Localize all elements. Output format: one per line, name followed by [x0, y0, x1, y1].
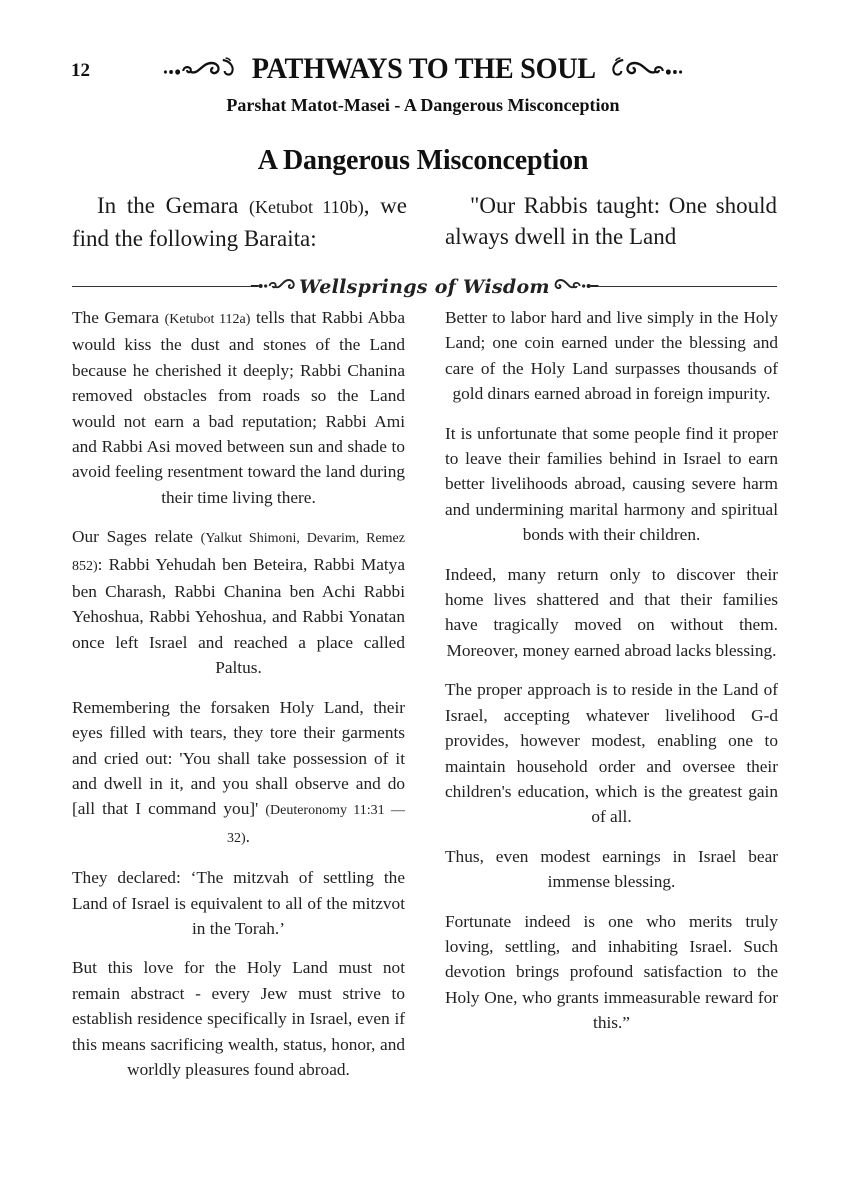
paragraph-text: Remembering the forsaken Holy Land, their eyes filled with tears, they tore their garments and cried out: 'You shall take possession of it and dwell in it, and you shall observe and do [all that I command you]'	[72, 697, 405, 819]
paragraph: Indeed, many return only to discover their home lives shattered and that their families have tragically moved on without them. Moreover, money earned abroad lacks blessing.	[445, 564, 778, 660]
paragraph	[72, 865, 405, 941]
paragraph: It is unfortunate that some people find it proper to leave their families behind in Israel to earn better livelihoods abroad, causing severe harm and undermining marital harmony and spiritual bonds with their children.	[445, 423, 778, 545]
source-citation: (Ketubot 110b)	[249, 197, 364, 217]
paragraph-text-continued: .	[245, 826, 250, 846]
divider-label-group	[250, 273, 599, 301]
divider-left-flourish-icon	[250, 276, 296, 299]
paragraph-text: Our Sages relate	[72, 527, 201, 547]
paragraph	[72, 695, 405, 851]
paragraph: Better to labor hard and live simply in the Holy Land; one coin earned under the blessing and care of the Holy Land surpasses thousands of gold dinars earned abroad in foreign impurity.	[445, 308, 778, 404]
running-header	[25, 50, 820, 88]
source-citation: (Ketubot 112a)	[164, 312, 251, 327]
intro-text: In the Gemara	[97, 193, 250, 218]
parsha-subtitle: Parshat Matot-Masei - A Dangerous Misconception	[226, 95, 620, 115]
paragraph	[72, 955, 405, 1082]
left-flourish-ornament-icon	[162, 57, 245, 79]
paragraph: Thus, even modest earnings in Israel bear immense blessing.	[445, 846, 778, 892]
paragraph-text: But this love for the Holy Land must not remain abstract - every Jew must strive to establish residence specifically in Israel, even if this means sacrificing wealth, status, honor, and worldly pleasures found abroad.	[72, 958, 405, 1079]
page-number: 12	[71, 60, 90, 81]
paragraph: Fortunate indeed is one who merits truly loving, settling, and inhabiting Israel. Such devotion brings profound satisfaction to the Holy One, who grants immeasurable reward for this.”	[445, 911, 778, 1033]
section-divider	[72, 273, 777, 301]
source-citation: (Yalkut Shimoni, Devarim, Remez 852)	[72, 531, 405, 574]
intro-text-continued: , we find the following Baraita:	[72, 193, 407, 251]
paragraph	[72, 305, 405, 510]
paragraph-text: The Gemara	[72, 308, 165, 327]
right-flourish-ornament-icon	[601, 57, 684, 79]
divider-label: Wellsprings of Wisdom	[299, 276, 550, 298]
paragraph: The proper approach is to reside in the Land of Israel, accepting whatever livelihood G-d provides, however modest, enabling one to maintain household order and oversee their children's education, which is the greatest gain of all.	[445, 680, 778, 827]
running-title: PATHWAYS TO THE SOUL	[251, 52, 595, 85]
divider-right-flourish-icon	[553, 276, 599, 299]
paragraph	[72, 524, 405, 680]
intro-right-column	[445, 190, 777, 252]
baraita-opening-text: "Our Rabbis taught: One should always dwell in the Land	[445, 193, 777, 249]
source-citation: (Deuteronomy 11:31 — 32)	[227, 803, 405, 846]
right-text-column	[445, 305, 778, 1050]
paragraph-text-continued: : Rabbi Yehudah ben Beteira, Rabbi Matya ben Charash, Rabbi Chanina ben Achi Rabbi Yehoshua, Rabbi Yehoshua, and Rabbi Yonatan once left Israel and reached a place called Paltus.	[72, 554, 405, 678]
intro-left-column	[72, 190, 407, 254]
paragraph-text: They declared: ‘The mitzvah of settling the Land of Israel is equivalent to all of the mitzvot in the Torah.’	[72, 868, 405, 938]
paragraph-text-continued: tells that Rabbi Abba would kiss the dust and stones of the Land because he cherished it deeply; Rabbi Chanina removed obstacles from roads so the Land would not earn a bad reputation; Rabbi Ami and Rabbi Asi moved between sun and shade to avoid feeling resentment toward the land during their time living there.	[72, 308, 405, 507]
left-text-column	[72, 305, 405, 1096]
article-title: A Dangerous Misconception	[257, 145, 589, 176]
